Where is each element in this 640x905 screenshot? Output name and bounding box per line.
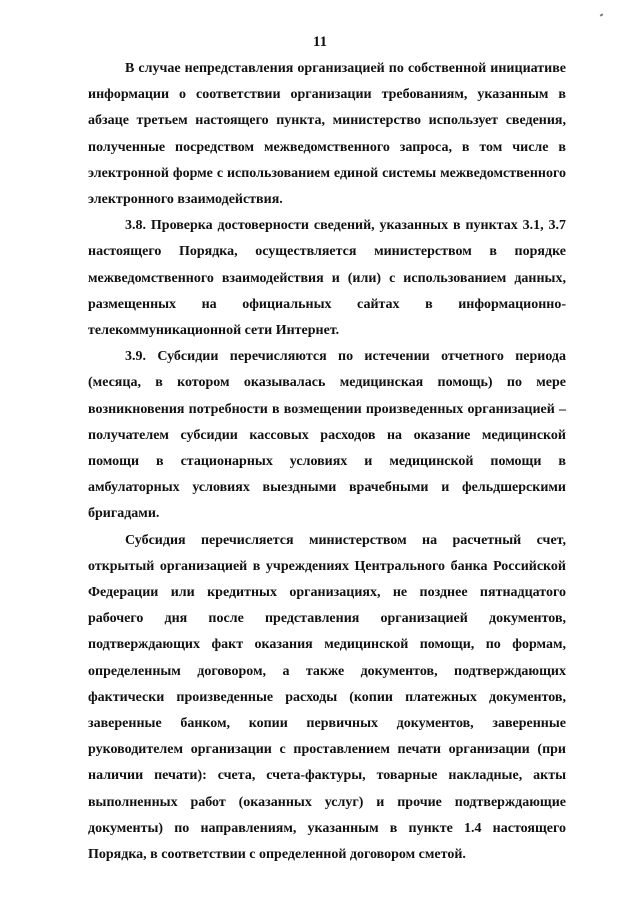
page-number: 11 [312,34,328,50]
paragraph-data-request: В случае непредставления организацией по собственной инициативе информации о соответствии организации требованиям, указанным в абзаце третьем настоящего пункта, министерство использует сведения, полученные посредством межведомственного запроса, в том числе в электронной форме с использованием единой системы межведомственного электронного взаимодействия. [88,61,566,208]
paragraph-3-9-subsidy-transfer: 3.9. Субсидии перечисляются по истечении отчетного периода (месяца, в котором оказывалась медицинская помощь) по мере возникновения потребности в возмещении произведенных организацией – получателем субсидии кассовых расходов на оказание медицинской помощи в стационарных условиях и медицинской помощи в амбулаторных условиях выездными врачебными и фельдшерскими бригадами. [88,349,566,522]
paragraph-subsidy-account: Субсидия перечисляется министерством на расчетный счет, открытый организацией в учреждениях Центрального банка Российской Федерации или кредитных организациях, не позднее пятнадцатого рабочего дня после представления организацией документов, подтверждающих факт оказания медицинской помощи, по формам, определенным договором, а также документов, подтверждающих фактически произведенные расходы (копии платежных документов, заверенные банком, копии первичных документов, заверенные руководителем организации с проставлением печати организации (при наличии печати): счета, счета-фактуры, товарные накладные, акты выполненных работ (оказанных услуг) и прочие подтверждающие документы) по направлениям, указанным в пункте 1.4 настоящего Порядка, в соответствии с определенной договором сметой. [88,532,566,863]
scan-speck [600,13,604,16]
paragraph-3-8-verification: 3.8. Проверка достоверности сведений, указанных в пунктах 3.1, 3.7 настоящего Порядка, осуществляется министерством в порядке межведомственного взаимодействия и (или) с использованием данных, размещенных на официальных сайтах в информационно-телекоммуникационной сети Интернет. [88,218,566,339]
document-body [88,56,566,868]
